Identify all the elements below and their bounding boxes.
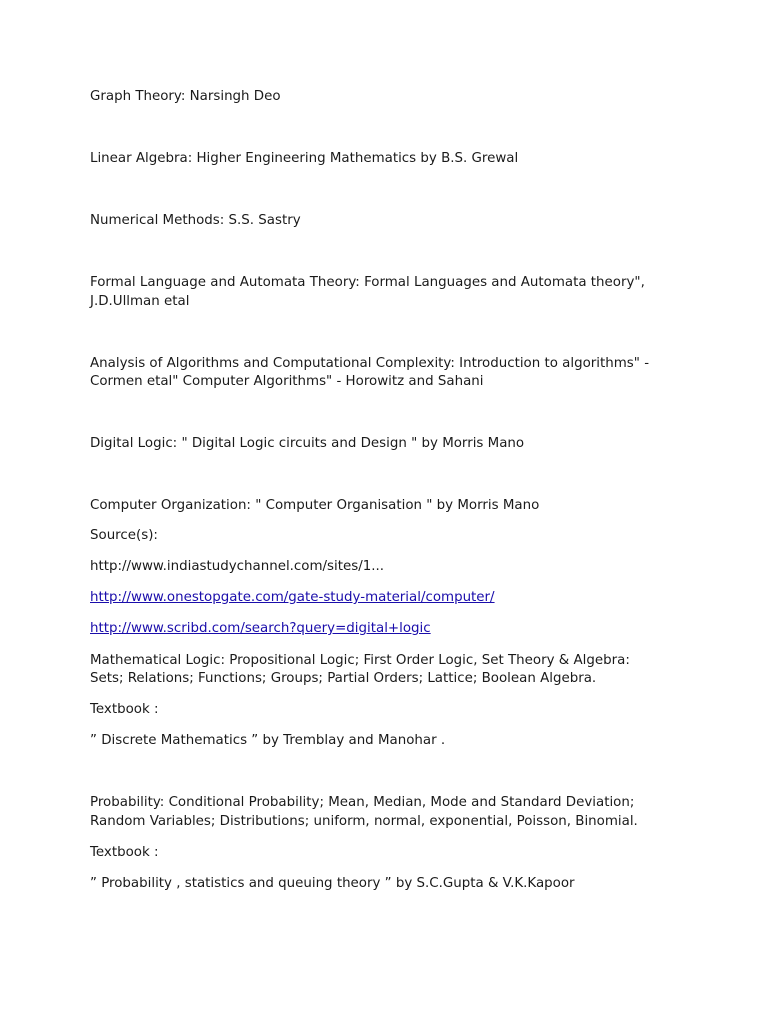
text-line-discrete-math-textbook: ” Discrete Mathematics ” by Tremblay and Manohar . [90, 733, 446, 748]
text-line-formal-language-1: Formal Language and Automata Theory: Formal Languages and Automata theory", [90, 275, 645, 290]
text-line-computer-organization: Computer Organization: " Computer Organisation " by Morris Mano [90, 498, 540, 513]
text-line-algorithms-2: Cormen etal" Computer Algorithms" - Horowitz and Sahani [90, 374, 484, 389]
text-line-mathematical-logic-2: Sets; Relations; Functions; Groups; Partial Orders; Lattice; Boolean Algebra. [90, 671, 597, 686]
text-line-probability-1: Probability: Conditional Probability; Mean, Median, Mode and Standard Deviation; [90, 795, 635, 810]
text-line-textbook-label-2: Textbook : [90, 845, 159, 860]
text-line-mathematical-logic-1: Mathematical Logic: Propositional Logic; First Order Logic, Set Theory & Algebra: [90, 653, 630, 668]
text-line-linear-algebra: Linear Algebra: Higher Engineering Mathematics by B.S. Grewal [90, 151, 519, 166]
text-line-probability-textbook: ” Probability , statistics and queuing theory ” by S.C.Gupta & V.K.Kapoor [90, 876, 575, 891]
text-line-probability-2: Random Variables; Distributions; uniform, normal, exponential, Poisson, Binomial. [90, 814, 638, 829]
text-line-digital-logic: Digital Logic: " Digital Logic circuits and Design " by Morris Mano [90, 436, 525, 451]
text-line-sources-heading: Source(s): [90, 528, 158, 543]
text-line-formal-language-2: J.D.Ullman etal [90, 294, 190, 309]
link-scribd[interactable]: http://www.scribd.com/search?query=digital+logic [90, 621, 431, 636]
link-onestopgate[interactable]: http://www.onestopgate.com/gate-study-material/computer/ [90, 590, 495, 605]
text-line-algorithms-1: Analysis of Algorithms and Computational Complexity: Introduction to algorithms" - [90, 356, 650, 371]
text-line-source-plain-url: http://www.indiastudychannel.com/sites/1... [90, 559, 384, 574]
text-line-textbook-label-1: Textbook : [90, 702, 159, 717]
text-line-graph-theory: Graph Theory: Narsingh Deo [90, 89, 281, 104]
text-line-numerical-methods: Numerical Methods: S.S. Sastry [90, 213, 301, 228]
